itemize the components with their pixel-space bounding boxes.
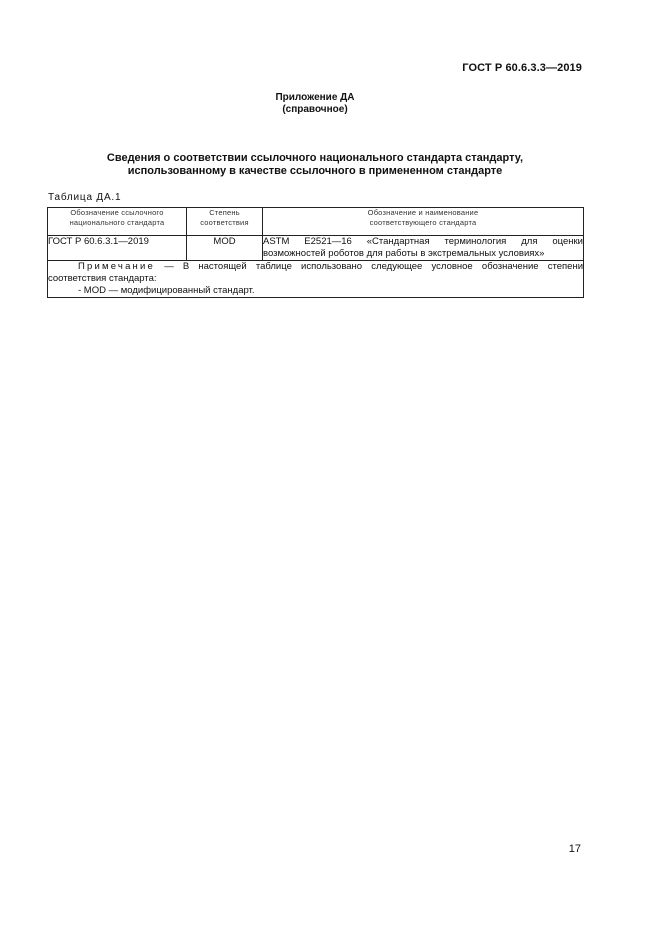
standard-code: ГОСТ Р 60.6.3.3—2019 (462, 62, 582, 74)
table-header-row (48, 208, 584, 236)
cell-compliance: MOD (187, 236, 263, 261)
column-header-line: Степень (209, 208, 240, 217)
cell-national-standard: ГОСТ Р 60.6.3.1—2019 (48, 236, 187, 261)
note-label: Примечание (78, 261, 155, 272)
column-header-line: Обозначение ссылочного (70, 208, 164, 217)
column-header-national-standard (48, 208, 187, 236)
column-header-line: национального стандарта (69, 218, 165, 227)
section-heading (48, 152, 582, 178)
note-item: - MOD — модифицированный стандарт. (78, 285, 255, 296)
appendix-heading (0, 92, 630, 116)
table-note (48, 261, 584, 298)
cell-corresponding-standard: ASTM E2521—16 «Стандартная терминология для оценки возможностей роботов для работы в экстремальных условиях» (263, 236, 583, 259)
table-row (48, 236, 584, 261)
table-note-row (48, 261, 584, 298)
column-header-corresponding-standard (263, 208, 584, 236)
page-number: 17 (568, 843, 581, 855)
compliance-table (47, 207, 584, 298)
section-heading-line1: Сведения о соответствии ссылочного национального стандарта стандарту, (106, 152, 524, 164)
note-text (48, 261, 583, 285)
appendix-title: Приложение ДА (275, 92, 355, 103)
appendix-subtitle: (справочное) (282, 104, 348, 115)
column-header-line: соответствия (200, 218, 249, 227)
table-caption: Таблица ДА.1 (48, 192, 122, 203)
column-header-line: Обозначение и наименование (367, 208, 479, 217)
section-heading-line2: использованному в качестве ссылочного в примененном стандарте (127, 165, 503, 177)
column-header-compliance (187, 208, 263, 236)
note-body: — В настоящей таблице использовано следующее условное обозначение степени соответствия стандарта: (48, 261, 583, 284)
column-header-line: соответствующего стандарта (369, 218, 477, 227)
